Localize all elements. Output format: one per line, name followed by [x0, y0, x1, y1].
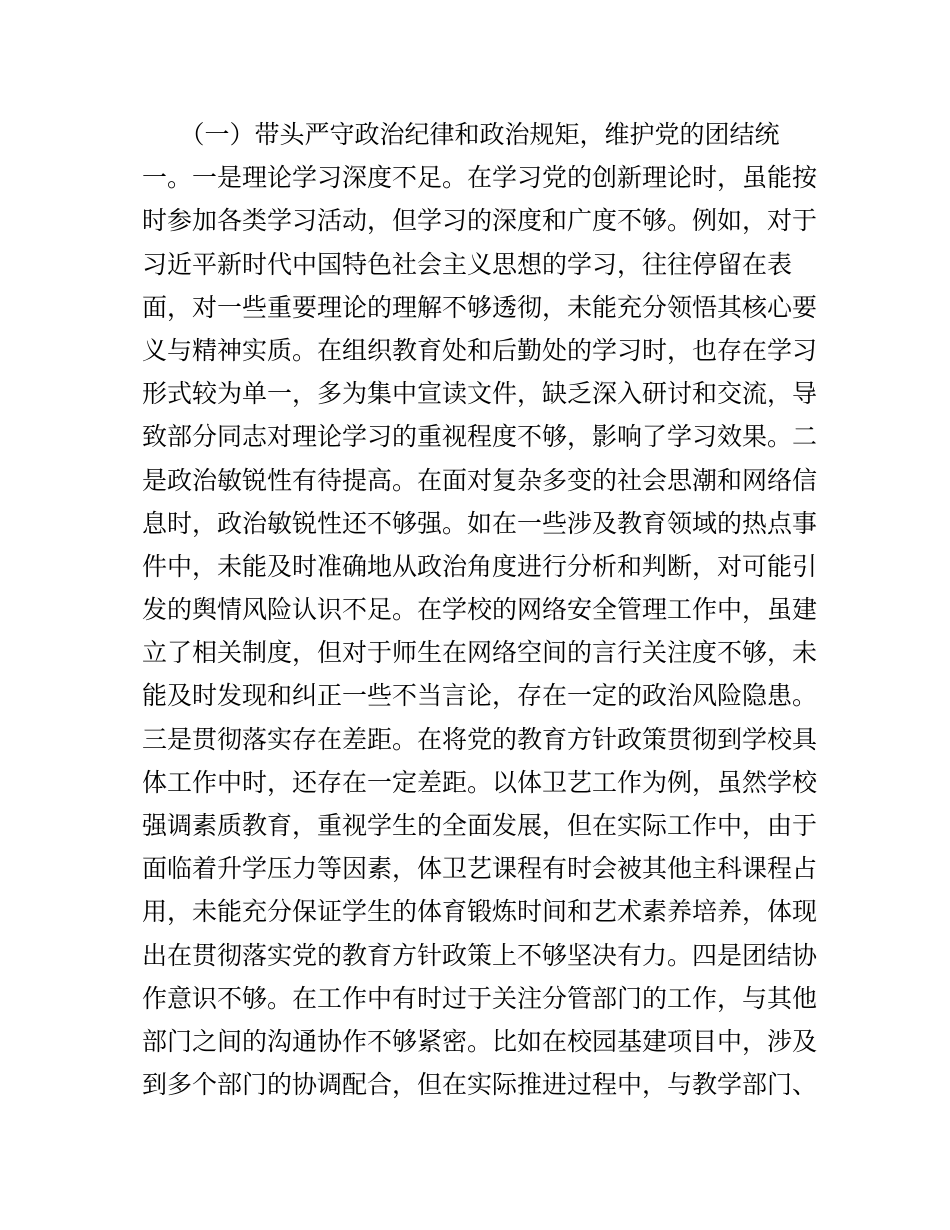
text-line: 习近平新时代中国特色社会主义思想的学习，往往停留在表 — [142, 249, 793, 279]
text-line: 三是贯彻落实存在差距。在将党的教育方针政策贯彻到学校具 — [142, 724, 818, 754]
text-line: 一。一是理论学习深度不足。在学习党的创新理论时，虽能按 — [142, 163, 818, 193]
text-line: （一）带头严守政治纪律和政治规矩，维护党的团结统 — [142, 120, 780, 149]
text-line: 强调素质教育，重视学生的全面发展，但在实际工作中，由于 — [142, 811, 818, 840]
text-line: 时参加各类学习活动，但学习的深度和广度不够。例如，对于 — [142, 206, 818, 236]
text-line: 义与精神实质。在组织教育处和后勤处的学习时，也存在学习 — [142, 335, 818, 365]
text-line: 形式较为单一，多为集中宣读文件，缺乏深入研讨和交流，导 — [142, 379, 818, 409]
body-paragraph — [142, 113, 822, 1106]
text-line: 到多个部门的协调配合，但在实际推进过程中，与教学部门、 — [142, 1070, 818, 1100]
text-line: 体工作中时，还存在一定差距。以体卫艺工作为例，虽然学校 — [142, 767, 818, 797]
text-line: 作意识不够。在工作中有时过于关注分管部门的工作，与其他 — [142, 983, 818, 1013]
text-line: 是政治敏锐性有待提高。在面对复杂多变的社会思潮和网络信 — [142, 465, 818, 495]
text-line: 件中，未能及时准确地从政治角度进行分析和判断，对可能引 — [142, 551, 818, 581]
text-line: 立了相关制度，但对于师生在网络空间的言行关注度不够，未 — [142, 638, 818, 668]
text-line: 致部分同志对理论学习的重视程度不够，影响了学习效果。二 — [142, 422, 818, 452]
text-line: 面临着升学压力等因素，体卫艺课程有时会被其他主科课程占 — [142, 854, 818, 884]
text-line: 面，对一些重要理论的理解不够透彻，未能充分领悟其核心要 — [142, 292, 818, 322]
text-line: 出在贯彻落实党的教育方针政策上不够坚决有力。四是团结协 — [142, 940, 818, 970]
text-line: 能及时发现和纠正一些不当言论，存在一定的政治风险隐患。 — [142, 681, 818, 711]
text-line: 用，未能充分保证学生的体育锻炼时间和艺术素养培养，体现 — [142, 897, 818, 927]
text-line: 部门之间的沟通协作不够紧密。比如在校园基建项目中，涉及 — [142, 1026, 818, 1056]
text-line: 发的舆情风险认识不足。在学校的网络安全管理工作中，虽建 — [142, 595, 818, 625]
text-line: 息时，政治敏锐性还不够强。如在一些涉及教育领域的热点事 — [142, 508, 818, 538]
